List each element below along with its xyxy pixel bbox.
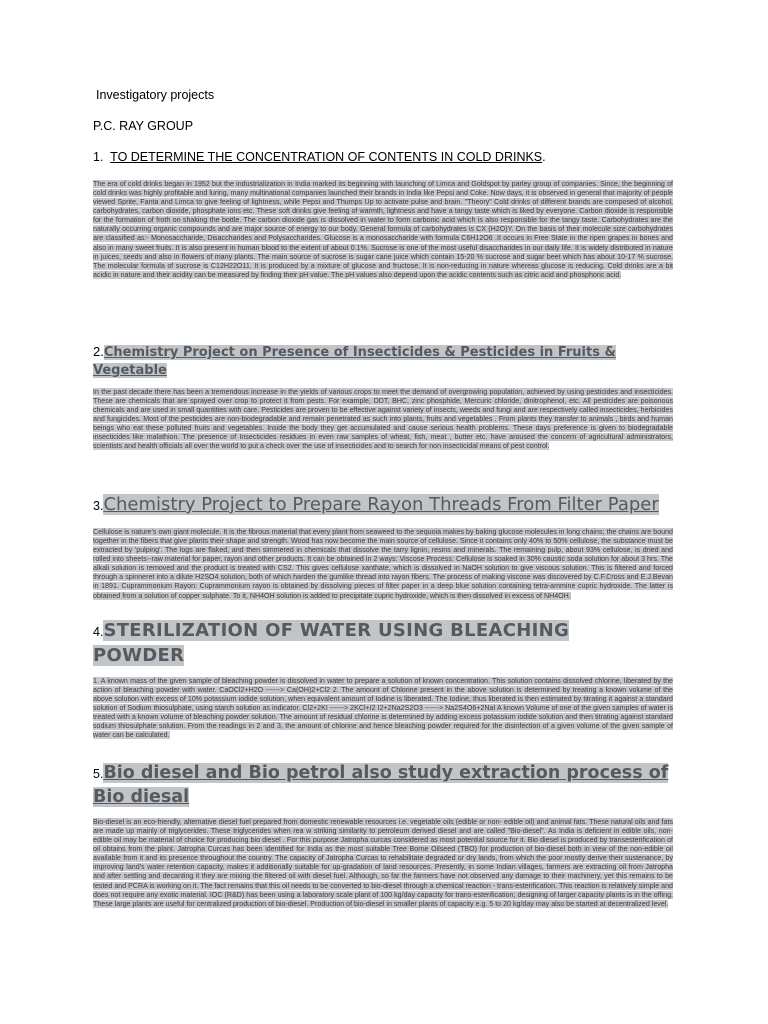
section-heading-text: Chemistry Project to Prepare Rayon Threads From Filter Paper [103,494,659,515]
section-3-body [93,528,673,612]
section-body-text: 1. A known mass of the given sample of bleaching powder is dissolved in water to prepare a solution of known concentration. This solution contains dissolved chlorine, liberated by the action of bleaching powder with water. CaOCl2+H2O ------> Ca(OH)2+Cl2 2. The amount of Chlorine present in the above solution is determined by treating a known volume of the above solution with excess of 10% potassium iodide solution, when equivalent amount of Iodine is liberated. The Iodine, thus liberated is then estimated by titrating it against a standard solution of Sodium thiosulphate, using starch solution as indicator. Cl2+2KI ------> 2KCl+I2 I2+2Na2S2O3 ------> Na2S4O6+2NaI A known Volume of one of the given samples of water is treated with a known volume of bleaching powder solution. The amount of residual chlorine is determined by adding excess potassium iodide solution and then titrating against standard sodium thiosulphate solution. From the readings in 2 and 3, the amount of chlorine and hence bleaching powder required for the disinfection of a given volume of the given sample of water can be calculated. [93,677,673,740]
section-heading-text: Chemistry Project on Presence of Insecticides & Pesticides in Fruits & Vegetable [93,345,616,378]
section-number: 4. [93,625,104,639]
section-2-heading [93,343,633,380]
section-heading-text: TO DETERMINE THE CONCENTRATION OF CONTENTS IN COLD DRINKS [110,150,543,164]
section-heading-suffix: . [542,150,546,164]
section-5-heading [93,762,673,809]
section-number: 3. [93,499,104,513]
section-body-text: The era of cold drinks began in 1952 but the industrialization in India marked its beginning with launching of Limca and Goldspot by parley group of companies. Since, the beginning of cold drinks was highly profitable and luring, many multinational companies launched their brands in India like Pepsi and Coke. Now days, it is observed in general that majority of people viewed Sprite, Fanta and Limca to give feeling of lightness, while Pepsi and Thumps Up to activate pulse and brain. "Theory" Cold drinks of different brands are composed of alcohol, carbohydrates, carbon dioxide, phosphate ions etc. These soft drinks give feeling of warmth, lightness and have a tangy taste which is liked by everyone. Carbon dioxide is responsible for the formation of froth on shaking the bottle. The carbon dioxide gas is dissolved in water to form carbonic acid which is also responsible for the tangy taste. Carbohydrates are the naturally occurring organic compounds and are major source of energy to our body. General formula of carbohydrates is CX (H2O)Y. On the basis of their molecule size carbohydrates are classified as:- Monosaccharide, Disaccharides and Polysaccharides. Glucose is a monosaccharide with formula C6H12O6 .It occurs in Free State in the ripen grapes in bones and also in many sweet fruits. It is also present in human blood to the extent of about 0.1%. Sucrose is one of the most useful disaccharides in our daily life. It is widely distributed in nature in juices, seeds and also in flowers of many plants. The main source of sucrose is sugar cane juice which contain 15-20 % sucrose and sugar beet which has about 10-17 % sucrose. The molecular formula of sucrose is C12H22O11. It is produced by a mixture of glucose and fructose. It is non-reducing in nature whereas glucose is reducing. Cold drinks are a bit acidic in nature and their acidity can be measured by finding their pH value. The pH values also depend upon the acidic contents such as citric acid and phosphoric acid. [93,180,673,279]
document-title: Investigatory projects [96,88,215,102]
section-4-body [93,677,673,753]
section-3-heading [93,493,693,518]
section-1-body [93,180,673,302]
section-4-heading [93,619,603,668]
section-number: 2. [93,344,104,359]
section-heading-text: STERILIZATION OF WATER USING BLEACHING POWDER [93,620,570,666]
section-body-text: Cellulose is nature's own giant molecule. It is the fibrous material that every plant from seaweed to the sequoia makes by baking glucose molecules in long chains; the chains are bound together in the fibers that give plants their shape and strength. Wood has now become the main source of cellulose. Since it contains only 40% to 50% cellulose, the substance must be extracted by 'pulping'. The logs are flaked, and then simmered in chemicals that dissolve the tarry lignin, resins and minerals. The remaining pulp, about 93% cellulose, is dried and rolled into sheets--raw material for paper, rayon and other products. It can be obtained in 2 ways: Viscose Process: Cellulose is soaked in 30% caustic soda solution for about 3 hrs. The alkali solution is removed and the product is treated with CS2. This gives cellulose xanthate, which is dissolved in NaOH solution to give viscous solution. This is filtered and forced through a spinneret into a dilute H2SO4 solution, both of which harden the gumlike thread into rayon fibers. The process of making viscose was discovered by C.F.Cross and E.J.Bevan in 1891. Cuprammonium Rayon: Cuprammonium rayon is obtained by dissolving pieces of filter paper in a deep blue solution containing tetra-ammine cupric hydroxide. The latter is obtained from a solution of copper sulphate. To it, NH4OH solution is added to precipitate cupric hydroxide, which is then dissolved in excess of NH4OH. [93,528,673,600]
section-1-heading [93,150,546,164]
section-2-body [93,388,673,464]
group-name: P.C. RAY GROUP [93,119,194,133]
section-body-text: In the past decade there has been a tremendous increase in the yields of various crops to meet the demand of overgrowing population, achieved by using pesticides and insecticides. These are chemicals that are sprayed over crop to protect it from pests. For example, DDT, BHC, zinc phosphide, Mercuric chloride, dinitrophenol, etc. All pesticides are poisonous chemicals and are used in small quantities with care. Pesticides are proven to be effective against variety of insects, weeds and fungi and are respectively called insecticides, herbicides and fungicides. Most of the pesticides are non-biodegradable and remain penetrated as such into plants, fruits and vegetables . From plants they transfer to animals , birds and human beings who eat these polluted fruits and vegetables. Inside the body they get accumulated and cause serious health problems. These days preference is given to biodegradable insecticides like malathion. The presence of Insecticides residues in even raw samples of wheat, fish, meat , butter etc. have aroused the concern of agricultural administrators, scientists and health officials all over the world to put a check over the use of insecticides and to search for non insecticidal means of pest control. [93,388,673,451]
section-5-body [93,818,673,932]
section-body-text: Bio-diesel is an eco-friendly, alternative diesel fuel prepared from domestic renewable resources i.e. vegetable oils (edible or non- edible oil) and animal fats. These natural oils and fats are made up mainly of triglycerides. These triglycerides when rea w striking similarity to petroleum derived diesel and are called "Bio-diesel". As India is deficient in edible oils, non-edible oil may be material of choice for producing bio diesel . For this purpose Jatropha curcas considered as most potential source for it. Bio diesel is produced by transesterification of oil obtains from the plant. Jatropha Curcas has been identified for India as the most suitable Tree Borne Oilseed (TBO) for production of bio-diesel both in view of the non-edible oil available from it and its presence throughout the country. The capacity of Jatropha Curcas to rehabilitate degraded or dry lands, from which the poor mostly derive their sustenance, by improving land's water retention capacity, makes it additionally suitable for up-gradation of land resources. Presently, in some Indian villages, farmers are extracting oil from Jatropha and after settling and decanting it they are mixing the filtered oil with diesel fuel. Although, so far the farmers have not observed any damage to their machinery, yet this remains to be tested and PCRA is working on it. The fact remains that this oil needs to be converted to bio-diesel through a chemical reaction - trans-esterification. This reaction is relatively simple and does not require any exotic material. IOC (R&D) has been using a laboratory scale plant of 100 kg/day capacity for trans-esterification; designing of larger capacity plants is in the offing. These large plants are useful for centralized production of bio-diesel. Production of bio-diesel in smaller plants of capacity e.g. 5 to 20 kg/day may also be started at decentralized level. [93,818,673,908]
section-number: 1. [93,150,104,164]
section-number: 5. [93,767,104,781]
section-heading-text: Bio diesel and Bio petrol also study extraction process of Bio diesal [93,763,669,807]
